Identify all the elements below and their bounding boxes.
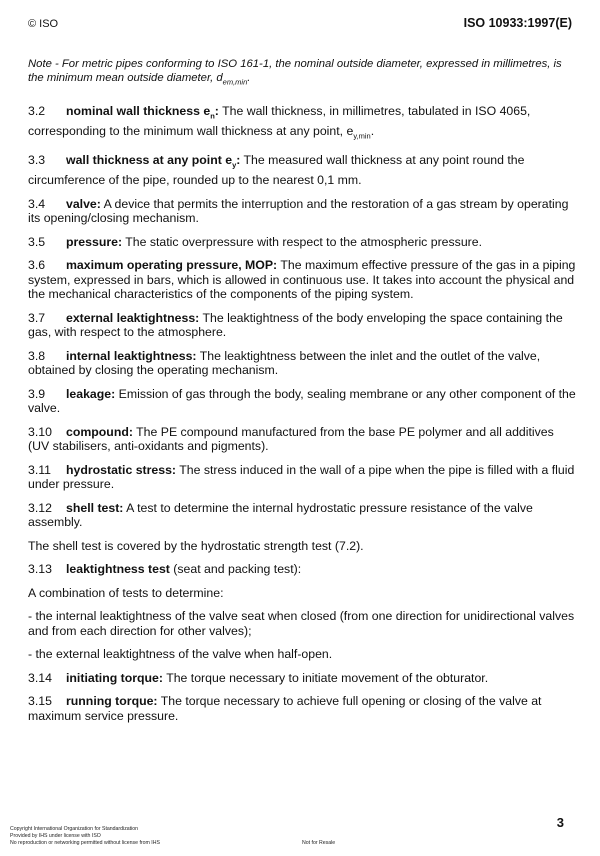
header-standard-id: ISO 10933:1997(E) xyxy=(463,16,572,30)
definition-3-12: 3.12 shell test: A test to determine the internal hydrostatic pressure resistance of the valve assembly. xyxy=(28,500,533,530)
footer-copyright: Copyright International Organization for Standardization Provided by IHS under license with ISO No reproduction or networking permitted without license from IHS xyxy=(10,826,160,846)
definition-3-8: 3.8 internal leaktightness: The leaktightness between the inlet and the outlet of the valve, obtained by closing the operating mechanism. xyxy=(28,348,541,378)
definition-3-13: 3.13 leaktightness test (seat and packing test): xyxy=(28,562,302,577)
definition-3-4: 3.4 valve: A device that permits the interruption and the restoration of a gas stream by operating its opening/closing mechanism. xyxy=(28,196,569,226)
combination-intro: A combination of tests to determine: xyxy=(28,585,224,600)
shell-test-note: The shell test is covered by the hydrostatic strength test (7.2). xyxy=(28,538,364,553)
definition-3-5: 3.5 pressure: The static overpressure with respect to the atmospheric pressure. xyxy=(28,234,483,249)
header-copyright: © ISO xyxy=(28,18,59,30)
definition-3-6: 3.6 maximum operating pressure, MOP: The maximum effective pressure of the gas in a piping system, expressed in bars, which is allowed in continuous use. It takes into account the physical and the mechanical characteristics of the components of the piping system. xyxy=(28,258,576,302)
definition-3-14: 3.14 initiating torque: The torque necessary to initiate movement of the obturator. xyxy=(28,670,489,685)
definition-3-9: 3.9 leakage: Emission of gas through the body, sealing membrane or any other component of the valve. xyxy=(28,386,576,416)
page-number: 3 xyxy=(556,815,564,830)
definition-3-3: 3.3 wall thickness at any point $e_y$: The measured wall thickness at any point round the circumference of the pipe, rounded up to the nearest 0,1 mm. xyxy=(28,153,525,188)
document-body xyxy=(28,58,576,732)
list-item: - the internal leaktightness of the valve seat when closed (from one direction for unidirectional valves and from each direction for other valves); xyxy=(28,609,575,638)
definition-3-7: 3.7 external leaktightness: The leaktightness of the body enveloping the space containing the gas, with respect to the atmosphere. xyxy=(28,310,563,340)
list-item: - the external leaktightness of the valve when half-open. xyxy=(28,647,333,662)
definition-3-15: 3.15 running torque: The torque necessary to achieve full opening or closing of the valve at maximum service pressure. xyxy=(28,694,542,723)
footer-not-for-resale: Not for Resale xyxy=(302,840,336,846)
definition-3-10: 3.10 compound: The PE compound manufactured from the base PE polymer and all additives (UV stabilisers, anti-oxidants and pigments). xyxy=(28,424,554,454)
definition-3-11: 3.11 hydrostatic stress: The stress induced in the wall of a pipe when the pipe is filled with a fluid under pressure. xyxy=(28,462,575,492)
definition-3-2: 3.2 nominal wall thickness $e_n$: The wall thickness, in millimetres, tabulated in ISO 4065, corresponding to the minimum wall thickness at any point, $e_{y,min}$. xyxy=(28,104,531,141)
note-paragraph: Note - For metric pipes conforming to ISO 161-1, the nominal outside diameter, expressed in millimetres, is the minimum mean outside diameter, $d_{em,min}$. xyxy=(28,58,562,86)
